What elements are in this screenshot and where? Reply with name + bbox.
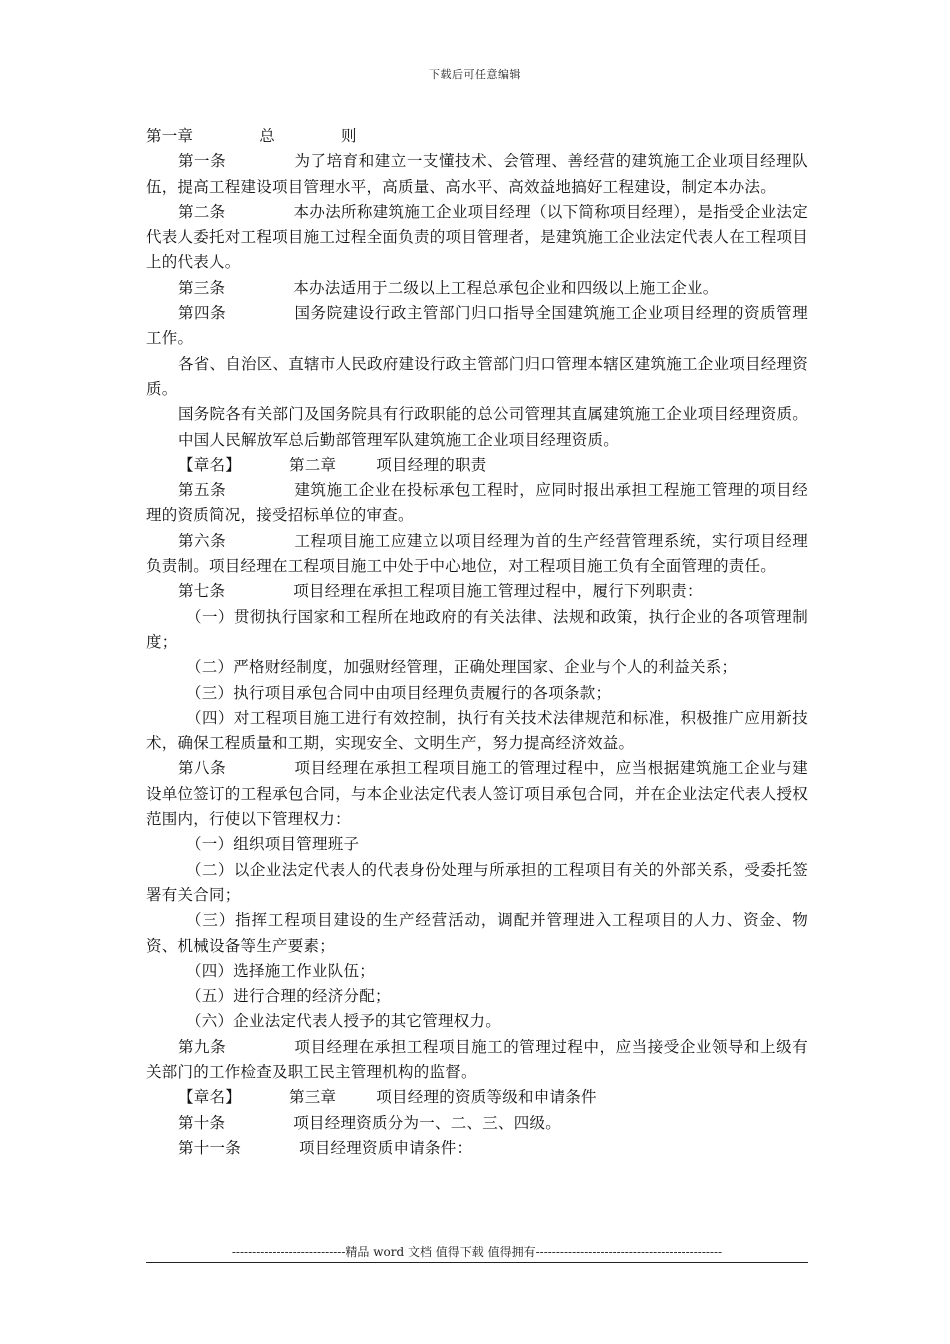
- paragraph: 国务院各有关部门及国务院具有行政职能的总公司管理其直属建筑施工企业项目经理资质。: [178, 405, 809, 424]
- article-text: 项目经理资质分为一、二、三、四级。: [293, 1113, 562, 1132]
- article-number: 第十条: [178, 1113, 226, 1132]
- article-text: 工程项目施工应建立以项目经理为首的生产经营管理系统，实行项目经理负责制。项目经理在工程项目施工中处于中心地位，对工程项目施工负有全面管理的责任。: [146, 531, 808, 576]
- article-5: [146, 478, 808, 529]
- chapter-title: 项目经理的资质等级和申请条件: [376, 1088, 597, 1107]
- list-item: （五）进行合理的经济分配；: [186, 987, 391, 1006]
- chapter-2-heading: [146, 453, 808, 478]
- document-body: [146, 124, 808, 1161]
- article-7: [146, 579, 808, 604]
- paragraph: 各省、自治区、直辖市人民政府建设行政主管部门归口管理本辖区建筑施工企业项目经理资质。: [146, 354, 809, 398]
- chapter-title: 项目经理的职责: [376, 455, 487, 474]
- chapter-number: 第一章: [146, 127, 194, 145]
- chapter-3-heading: [146, 1085, 808, 1110]
- article-text: 建筑施工企业在投标承包工程时，应同时报出承担工程施工管理的项目经理的资质简况，接受招标单位的审查。: [146, 481, 808, 525]
- page-footer: ----------------------------精品 word 文档 值得下载 值得拥有----------------------------------------------: [231, 1245, 723, 1259]
- article-4: [146, 301, 808, 352]
- article-number: 第五条: [178, 481, 227, 500]
- article-text: 项目经理在承担工程项目施工管理过程中，履行下列职责：: [293, 582, 703, 601]
- list-item: （三）执行项目承包合同中由项目经理负责履行的各项条款；: [186, 683, 612, 702]
- article-number: 第一条: [178, 152, 227, 171]
- article-8: [146, 756, 808, 832]
- article-11: [146, 1136, 808, 1161]
- article-9: [146, 1035, 808, 1086]
- article-number: 第九条: [178, 1037, 227, 1056]
- article-text: 项目经理资质申请条件：: [299, 1138, 473, 1157]
- article-6: [146, 529, 808, 580]
- article-number: 第二条: [178, 202, 226, 221]
- article-number: 第八条: [178, 759, 227, 778]
- article-2: [146, 200, 808, 276]
- article-text: 本办法所称建筑施工企业项目经理（以下简称项目经理），是指受企业法定代表人委托对工程项目施工过程全面负责的项目管理者，是建筑施工企业法定代表人在工程项目上的代表人。: [146, 202, 808, 272]
- list-item: （二）以企业法定代表人的代表身份处理与所承担的工程项目有关的外部关系，受委托签署有关合同；: [146, 860, 808, 904]
- article-10: [146, 1111, 808, 1136]
- article-number: 第四条: [178, 304, 227, 323]
- article-1: [146, 149, 808, 200]
- list-item: （一）贯彻执行国家和工程所在地政府的有关法律、法规和政策，执行企业的各项管理制度；: [146, 607, 808, 651]
- article-text: 项目经理在承担工程项目施工的管理过程中，应当根据建筑施工企业与建设单位签订的工程承包合同，与本企业法定代表人签订项目承包合同，并在企业法定代表人授权范围内，行使以下管理权力：: [146, 759, 808, 829]
- footer-rule: [146, 1262, 808, 1263]
- chapter-title: 总: [259, 127, 276, 145]
- article-number: 第三条: [178, 278, 226, 297]
- article-text: 项目经理在承担工程项目施工的管理过程中，应当接受企业领导和上级有关部门的工作检查及职工民主管理机构的监督。: [146, 1037, 808, 1081]
- article-number: 第十一条: [178, 1138, 242, 1157]
- chapter-1-heading: [146, 124, 808, 149]
- paragraph: 中国人民解放军总后勤部管理军队建筑施工企业项目经理资质。: [178, 430, 620, 449]
- article-number: 第七条: [178, 582, 226, 601]
- article-text: 国务院建设行政主管部门归口指导全国建筑施工企业项目经理的资质管理工作。: [146, 304, 808, 348]
- article-text: 为了培育和建立一支懂技术、会管理、善经营的建筑施工企业项目经理队伍，提高工程建设项目管理水平，高质量、高水平、高效益地搞好工程建设，制定本办法。: [146, 152, 808, 196]
- list-item: （六）企业法定代表人授予的其它管理权力。: [186, 1012, 502, 1031]
- article-text: 本办法适用于二级以上工程总承包企业和四级以上施工企业。: [293, 278, 719, 297]
- chapter-title: 则: [341, 127, 357, 145]
- chapter-tag: 【章名】: [178, 1088, 242, 1107]
- list-item: （一）组织项目管理班子: [186, 835, 360, 854]
- article-3: [146, 276, 808, 301]
- list-item: （三）指挥工程项目建设的生产经营活动，调配并管理进入工程项目的人力、资金、物资、机械设备等生产要素；: [146, 911, 808, 955]
- chapter-tag: 【章名】: [178, 455, 242, 474]
- chapter-number: 第三章: [289, 1088, 337, 1107]
- chapter-number: 第二章: [289, 455, 337, 474]
- list-item: （二）严格财经制度，加强财经管理，正确处理国家、企业与个人的利益关系；: [186, 658, 738, 677]
- article-number: 第六条: [178, 531, 227, 550]
- list-item: （四）选择施工作业队伍；: [186, 961, 376, 980]
- list-item: （四）对工程项目施工进行有效控制，执行有关技术法律规范和标准，积极推广应用新技术，确保工程质量和工期，实现安全、文明生产，努力提高经济效益。: [146, 708, 808, 753]
- page-header: 下载后可任意编辑: [429, 68, 521, 81]
